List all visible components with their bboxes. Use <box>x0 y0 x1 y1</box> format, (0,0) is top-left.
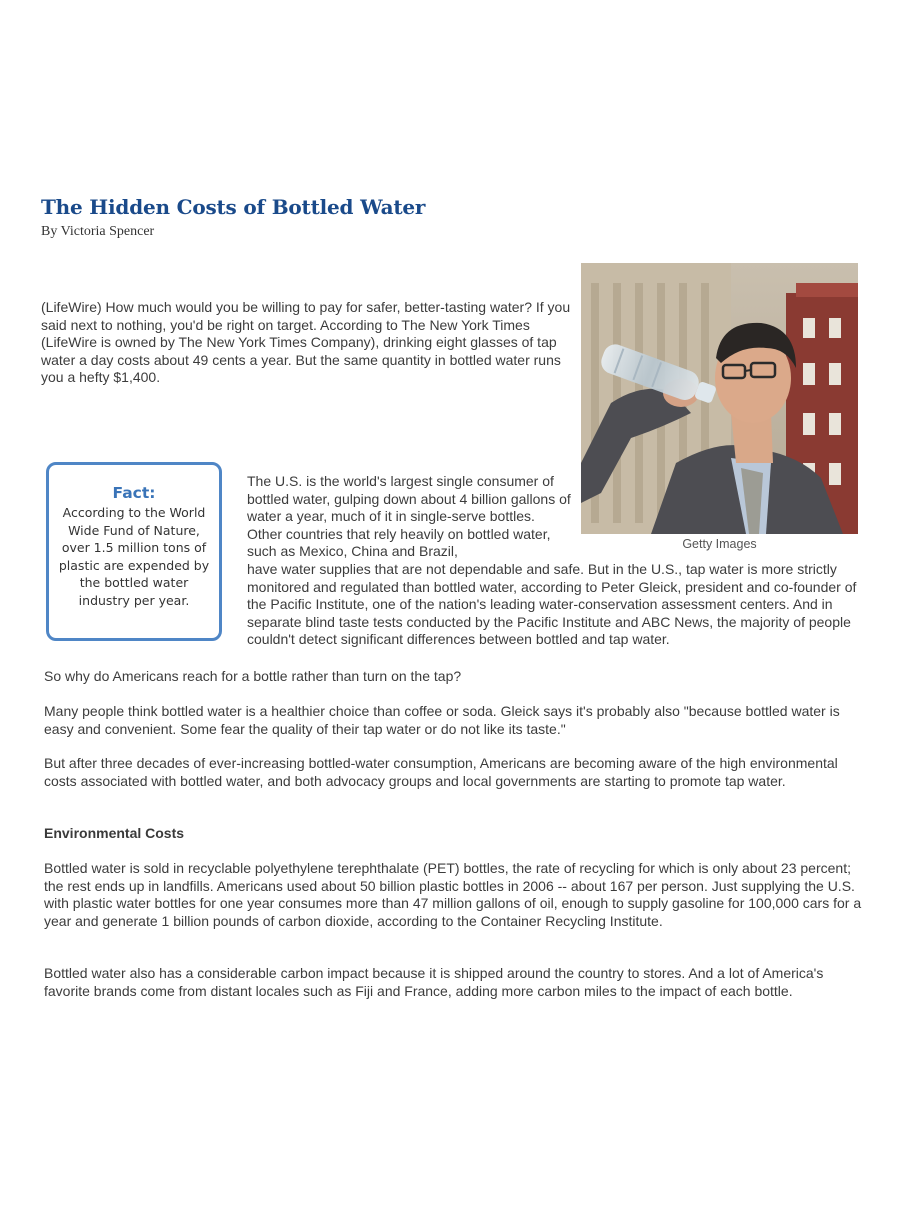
carbon-paragraph: Bottled water also has a considerable carbon impact because it is shipped around the country to stores. And a lot of America's favorite brands come from distant locales such as Fiji and France, adding more carbon miles to the impact of each bottle. <box>44 965 824 999</box>
fact-box <box>46 462 222 641</box>
byline: By Victoria Spencer <box>41 224 155 239</box>
consumer-paragraph-top: The U.S. is the world's largest single consumer of bottled water, gulping down about 4 billion gallons of water a year, much of it in single-serve bottles. Other countries that rely heavily on bottled water, such as Mexico, China and Brazil, <box>247 473 571 559</box>
fact-title: Fact: <box>112 484 156 502</box>
intro-paragraph: (LifeWire) How much would you be willing to pay for safer, better-tasting water? If you said next to nothing, you'd be right on target. According to The New York Times (LifeWire is owned by The New York Times Company), drinking eight glasses of tap water a day costs about 49 cents a year. But the same quantity in bottled water runs you a hefty $1,400. <box>41 299 571 385</box>
fact-body: According to the World Wide Fund of Nature, over 1.5 million tons of plastic are expended by the bottled water industry per year. <box>58 505 210 608</box>
awareness-paragraph: But after three decades of ever-increasing bottled-water consumption, Americans are becoming aware of the high environmental costs associated with bottled water, and both advocacy groups and local governments are starting to promote tap water. <box>44 755 838 789</box>
article-title: The Hidden Costs of Bottled Water <box>41 195 426 219</box>
photo-credit: Getty Images <box>682 537 757 551</box>
question-paragraph: So why do Americans reach for a bottle rather than turn on the tap? <box>44 668 462 684</box>
healthier-paragraph: Many people think bottled water is a healthier choice than coffee or soda. Gleick says it's probably also "because bottled water is easy and convenient. Some fear the quality of their tap water or do not like its taste." <box>44 703 840 737</box>
section-heading-environmental-costs: Environmental Costs <box>44 825 185 841</box>
consumer-paragraph-rest: have water supplies that are not dependable and safe. But in the U.S., tap water is more strictly monitored and regulated than bottled water, according to Peter Gleick, president and co-founder of the Pacific Institute, one of the nation's leading water-conservation assessment centers. And in separate blind taste tests conducted by the Pacific Institute and ABC News, the majority of people couldn't detect significant differences between bottled and tap water. <box>247 561 857 647</box>
article-photo <box>581 263 858 534</box>
recycling-paragraph: Bottled water is sold in recyclable polyethylene terephthalate (PET) bottles, the rate of recycling for which is only about 23 percent; the rest ends up in landfills. Americans used about 50 billion plastic bottles in 2006 -- about 167 per person. Just supplying the U.S. with plastic water bottles for one year consumes more than 47 million gallons of oil, enough to supply gasoline for 100,000 cars for a year and generate 1 billion pounds of carbon dioxide, according to the Container Recycling Institute. <box>44 860 862 929</box>
